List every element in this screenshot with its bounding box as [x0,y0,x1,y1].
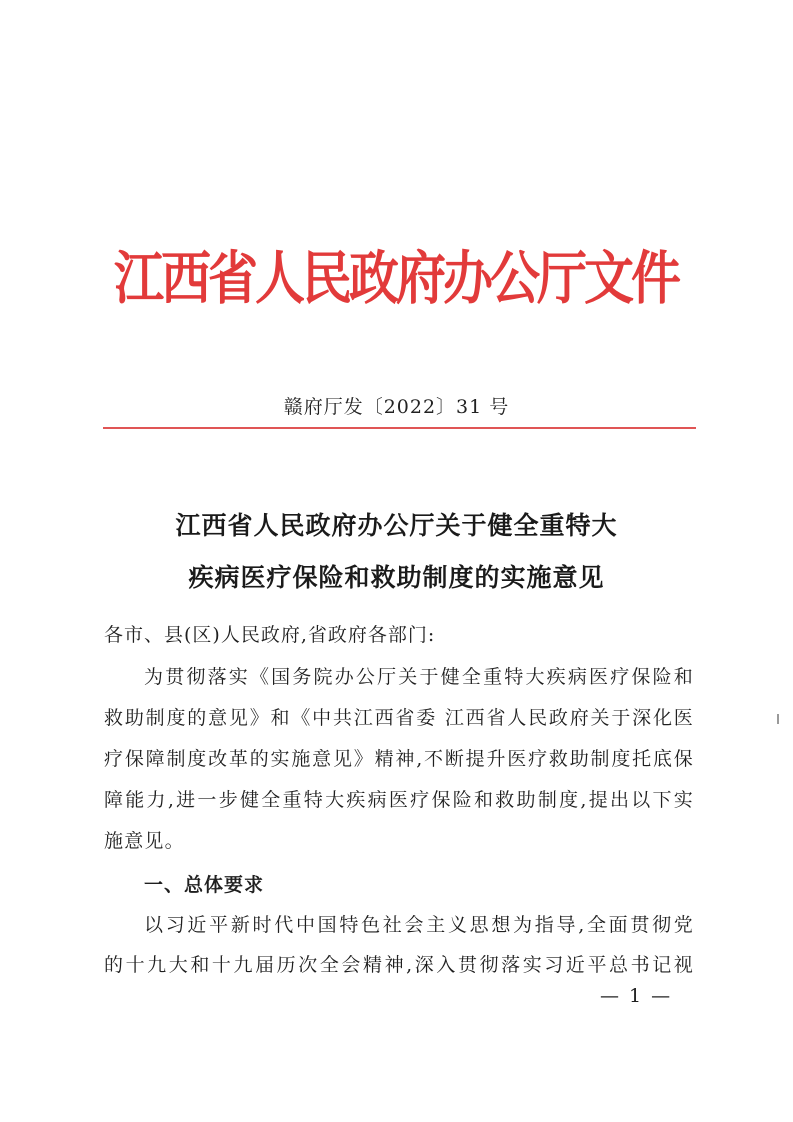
paragraph-1-line-4: 障能力,进一步健全重特大疾病医疗保险和救助制度,提出以下实 [104,789,694,811]
section-heading-1: 一、总体要求 [144,874,265,896]
section-1-line-1: 以习近平新时代中国特色社会主义思想为指导,全面贯彻党 [144,914,694,936]
paragraph-1-line-5: 施意见。 [104,830,185,852]
margin-mark [777,714,779,724]
document-title-line-2: 疾病医疗保险和救助制度的实施意见 [188,563,605,592]
salutation: 各市、县(区)人民政府,省政府各部门: [104,624,436,646]
document-number: 赣府厅发〔2022〕31 号 [283,396,510,418]
red-divider-line [103,427,696,429]
section-1-line-2: 的十九大和十九届历次全会精神,深入贯彻落实习近平总书记视 [104,954,694,976]
masthead-title: 江西省人民政府办公厅文件 [114,245,678,312]
paragraph-1-line-3: 疗保障制度改革的实施意见》精神,不断提升医疗救助制度托底保 [104,748,694,770]
page-number: — 1 — [600,985,673,1007]
paragraph-1-line-2: 救助制度的意见》和《中共江西省委 江西省人民政府关于深化医 [104,707,694,729]
document-title-line-1: 江西省人民政府办公厅关于健全重特大 [175,511,618,540]
paragraph-1-line-1: 为贯彻落实《国务院办公厅关于健全重特大疾病医疗保险和 [144,666,694,688]
